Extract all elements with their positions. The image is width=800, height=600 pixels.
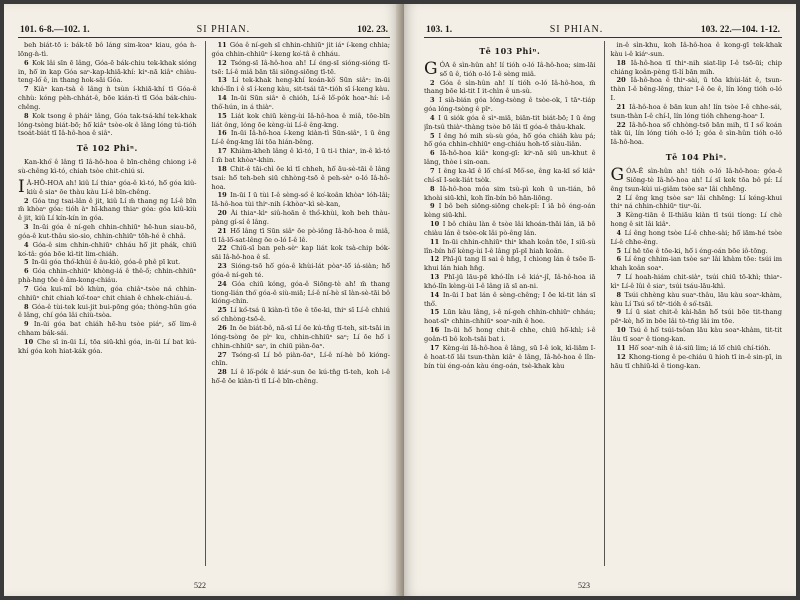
verse xyxy=(212,324,391,351)
verse-text: Lí êng hong tsòe Lí-ê chhe-sài; hō͘ iām-hé tsòe Lí-ê chhe-êng. xyxy=(610,228,782,246)
verse xyxy=(424,132,596,150)
chapter-102-verse-1: I Â-HÔ-HOA ah! kiû Lí thiaⁿ góa-ê kì-tó, hō͘ góa kiû-kiù ê siaⁿ ōe thàu kàu Lí-ê bīn-chêng. xyxy=(18,176,197,197)
verse-number: 2 xyxy=(24,196,29,205)
verse xyxy=(611,41,783,59)
verse xyxy=(212,306,391,324)
verse xyxy=(18,258,197,267)
verse-number: 10 xyxy=(430,220,440,229)
verse-number: 17 xyxy=(217,147,227,156)
verse xyxy=(212,209,391,227)
verse-number: 5 xyxy=(24,258,29,267)
verse-number: 10 xyxy=(24,338,34,346)
verse-number: 4 xyxy=(430,113,435,122)
verse-text: Lí tek-khak heng-khí koán-kò͘ Sūn siâⁿ: in-ūi khó-lîn i ê sī í-keng kàu, sit-tsái tāⁿ-tióh sī í-keng kàu. xyxy=(211,76,390,94)
verse-number: 9 xyxy=(616,308,622,317)
verse-number: 7 xyxy=(24,284,29,293)
verse-text: Lí êng chhim-ian tsòe saⁿ lâi khàm tōe: tsúi im khah koân soaⁿ. xyxy=(610,255,782,273)
verse xyxy=(611,291,783,309)
verse-number: 16 xyxy=(430,326,440,335)
verse-text: Góa ê ní-geh sī chhin-chhiūⁿ jit iáⁿ í-keng chhia; góa chhin-chhiūⁿ í-keng ko͘-tâ ê chháu. xyxy=(211,41,390,58)
verse-text: Lí êng kng tsòe saⁿ lâi chhēng: Lí kéng-khui thiⁿ ná chhin-chhiūⁿ tiuⁿ-ūi. xyxy=(610,193,782,211)
verse-text: Kok lâi sīn ē lâng, Góa-ē bák-chiu tek-khak sióng in, hō͘ in kap Góa saⁿ-kap-khiā-khí: kiⁿ-nā kiâⁿ chiàu-teng-ló͘ ê, in thang hok-sāi Góa. xyxy=(18,58,197,85)
verse-number: 2 xyxy=(430,78,435,87)
verse xyxy=(611,255,783,273)
verse-text: I êng hó mih sù-sù góa, hō͘ góa chiáh kàu pá; hō͘ góa chhin-chhiūⁿ eng-chiáu hoh-tō͘ siàu-liân. xyxy=(424,131,596,149)
verse-number: 6 xyxy=(430,149,435,158)
verse-number: 18 xyxy=(616,58,626,67)
verse xyxy=(212,147,391,165)
verse-text: Kèng-ùi Iâ-hô-hoa ê lâng, sū I-ê iok, kì-liām I-ê hoat-tō͘ lâi tsun-thàn kiâⁿ ê lâng, Iâ-hô-hoa ê lîn-bín tùi éng-oán kàu éng-oán, tsè-khak kàu xyxy=(424,343,596,370)
verse-text: Hō͘ lâng tī Sūn siâⁿ ōe pò-iông Iâ-hô-hoa ê miâ, tī Iâ-lō͘-sat-lêng ōe o-ló I-ê lê. xyxy=(211,226,390,244)
verse xyxy=(212,191,391,209)
verse-number: 8 xyxy=(24,111,29,120)
verse xyxy=(424,220,596,238)
verse xyxy=(611,273,783,291)
verse xyxy=(424,291,596,309)
verse-text: Iâ-hô-hoa kiâⁿ kong-gī: kiⁿ-nā siū un-khut ê lâng, thòe i sin-oan. xyxy=(424,149,596,167)
chapter-heading-103: Tē 103 Phiⁿ. xyxy=(479,46,541,56)
verse-number: 16 xyxy=(217,129,227,138)
verse-number: 27 xyxy=(217,350,227,359)
verse-text: Chiū-sī ban peh-sèⁿ kap liát kok tsà-chip bók-sāi Iâ-hô-hoa ê sî. xyxy=(211,244,390,262)
right-header-left: 103. 1. xyxy=(426,25,453,35)
verse xyxy=(212,351,391,369)
verse-number: 17 xyxy=(430,343,440,352)
right-page xyxy=(400,4,796,596)
verse-number: 3 xyxy=(616,211,622,220)
verse-number: 8 xyxy=(616,290,622,299)
verse xyxy=(611,308,783,326)
verse-number: 23 xyxy=(217,262,227,271)
verse-text: Lí hoah-hiám chit-sia̍ⁿ, tsúi chiū tō-khì; thiaⁿ-kìⁿ Lí-ê lûi ê siaⁿ, tsúi tsáu-lāu-khì. xyxy=(610,273,782,290)
left-page xyxy=(4,4,400,596)
verse-number: 14 xyxy=(217,94,227,103)
verse xyxy=(212,227,391,245)
verse xyxy=(18,223,197,241)
verse-text: Góa chiū kóng, góa-ê Siōng-tè ah! m̄ thang tiong-lián thó͘ góa-ê siù-miā; Lí-ê ní-hè sī làn-sè-tāi bô kióng-chin. xyxy=(211,279,390,306)
verse-text: Khiàm-kheh lâng ê kì-tó, I ū ti-i thiaⁿ, in-ê kì-tó I m̄ bat khòaⁿ-khin. xyxy=(211,147,390,164)
verse-text: In-ūi chhin-chhiūⁿ thiⁿ khah koân tōe, I siū-sù lîn-bín hō͘ kèng-ùi I-ê lâng pī-pī hiah koân. xyxy=(424,237,596,255)
right-column-2 xyxy=(604,41,783,566)
verse-number: 5 xyxy=(430,131,435,140)
verse xyxy=(611,103,783,121)
verse-text: Tsóng-sī Iâ-hô-hoa ah! Lí éng-sī sióng-sióng tī-tsē: Lí-ê miâ bān tāi siōng-siōng tī-tē. xyxy=(211,58,390,76)
dropcap-I: I xyxy=(18,176,25,197)
left-header-right: 102. 23. xyxy=(357,25,388,35)
verse xyxy=(18,41,197,59)
verse-text: Góa-ê tùi-tek kui-jit bui-pōng góa; thòng-hūn góa ê lâng, chí góa lâi chiù-tsòa. xyxy=(18,302,197,320)
verse-number: 22 xyxy=(616,120,626,129)
verse-text: In-ūi Iâ-hô-hoa í-keng kiàn-tì Sūn-siâⁿ, ī ū êng Lí-ê êng-kng lâi tōa hián-bêng. xyxy=(211,129,390,147)
verse xyxy=(424,238,596,256)
verse-text: Liát kok chiū kèng-ùi Iâ-hô-hoa ê miâ, tōe-bīn liát ông, lóng ōe kèng-ùi Lí-ê êng-kng. xyxy=(211,111,390,129)
right-header-title: SI PHIAN. xyxy=(549,24,604,35)
right-header-right: 103. 22.—104. 1-12. xyxy=(700,25,780,35)
verse xyxy=(424,149,596,167)
verse-text: Tsóng-sī Lí bô piàn-ōaⁿ, Lí-ê ní-hè bô kióng-chīn. xyxy=(211,350,390,368)
verse-number: 4 xyxy=(24,240,29,249)
verse-text: In-ūi góa bat chiáh hē-hu tsòe piáⁿ, sō͘ lim-ê chham bák-sái. xyxy=(18,320,197,338)
verse-number: 24 xyxy=(217,279,227,288)
verse xyxy=(18,59,197,86)
verse-number: 3 xyxy=(24,223,29,232)
verse xyxy=(18,197,197,224)
verse xyxy=(424,167,596,185)
verse-text: In-ūi góa thó͘-khùi ê âu-kiò, góa-ê phê pī kut. xyxy=(31,258,181,267)
verse xyxy=(611,326,783,344)
verse-number: 11 xyxy=(217,41,227,49)
verse-text: I ū siók góa ê sìⁿ-miā, biān-tit biát-bō; I ū êng jîn-tsû thiàⁿ-thàng tsòe bō lâi tī góa-ê thâu-khak. xyxy=(424,113,596,131)
verse-number: 15 xyxy=(217,111,227,120)
verse xyxy=(212,129,391,147)
verse-number: 26 xyxy=(217,324,227,332)
verse-number: 2 xyxy=(616,193,622,202)
verse xyxy=(212,59,391,77)
verse-text: Tsúi chhèng kàu suaⁿ-thâu, lāu kàu soaⁿ-khàm, kàu Lí Tsú só͘ tēⁿ-tióh ê só͘-tsāi. xyxy=(610,290,782,308)
verse-text: In ōe biát-bô, nā-sī Lí ōe kú-tn̂g tī-teh, sit-tsāi in lóng-tsòng ōe pìⁿ ku, chhin-chhiūⁿ saⁿ; Lí ōe hō͘ i chhin-chhiūⁿ saⁿ, in chiū piàn-ōaⁿ. xyxy=(211,324,390,350)
verse xyxy=(424,344,596,371)
left-header-title: SI PHIAN. xyxy=(196,24,251,35)
verse xyxy=(611,59,783,77)
verse-number: 11 xyxy=(430,237,440,246)
verse-number: 19 xyxy=(217,191,227,200)
verse-text: In-ūi I ū tùi I-ê sèng-só͘ ê ko͘-koân khòaⁿ lóh-lâi; Iâ-hô-hoa tùi thiⁿ-nih í-khòaⁿ-kì sè-kan, xyxy=(211,191,390,209)
left-page-number: 522 xyxy=(194,581,206,590)
verse-number: 25 xyxy=(217,306,227,315)
verse xyxy=(212,41,391,59)
verse-number: 7 xyxy=(616,273,622,282)
verse-text: Iâ-hô-hoa sō͘ chhòng-tsō bān mih, tī I só͘ koán tàk ūi, lín lóng tióh o-ló I; góa ê sìn-hûn tióh o-ló Iâ-hô-hoa. xyxy=(610,120,782,147)
verse xyxy=(611,353,783,371)
verse xyxy=(212,244,391,262)
verse xyxy=(18,112,197,139)
verse-number: 22 xyxy=(217,244,227,253)
verse xyxy=(212,262,391,280)
verse xyxy=(611,344,783,353)
verse-text: Lí kó͘-tsá ū kiàn-tì tōe ê tōe-ki, thiⁿ sī Lí-ê chhiú só͘ chhòng-tsō-ê. xyxy=(211,306,390,324)
verse-number: 7 xyxy=(430,166,435,175)
verse xyxy=(424,79,596,97)
verse-text: Che sī in-ūi Lí, tōa siū-khì góa, in-ūi Lí bat kú-khí góa koh hiat-kák góa. xyxy=(18,338,197,355)
verse-number: 11 xyxy=(616,343,626,352)
verse-number: 20 xyxy=(616,76,626,85)
verse-text: Iâ-hô-hoa tī thiⁿ-nih siat-lip I-ê tsō-ūi; chip chiáng koân-pèng tī-lí bān mih. xyxy=(610,58,782,76)
verse-text: I bô beh siōng-siōng chek-pī: I iā bô éng-oán kèng siū-khì. xyxy=(424,202,596,220)
verse-text: Lí hē tōe ê tōe-ki, hō͘ i éng-oán bōe iô-tōng. xyxy=(624,246,768,255)
verse-text: Phī-jū lāu-pē khó-lîn i-ê kiáⁿ-jî, Iâ-hô-hoa iā khó-lîn kèng-ùi I-ê lâng iā sī an-ni. xyxy=(424,273,596,290)
verse-text: I sià-bián góa lóng-tsòng ê tsòe-ok, ī tāⁿ-tiáp góa lóng-tsòng ê pīⁿ. xyxy=(424,96,596,114)
verse xyxy=(212,94,391,112)
verse-number: 13 xyxy=(217,76,227,85)
verse xyxy=(212,112,391,130)
verse-number: 6 xyxy=(24,58,29,67)
verse-text: Iâ-hô-hoa ê thiⁿ-sài, ū tōa khùi-lát ê, tsun-thàn I-ê bêng-lêng, thiaⁿ I-ê ōe ê, lín lóng tióh o-ló I. xyxy=(610,76,782,103)
left-running-head xyxy=(18,10,390,38)
verse xyxy=(424,273,596,291)
verse-text: Lūn kàu lâng, i-ê ní-geh chhin-chhiūⁿ chháu; hoat-sīⁿ chhin-chhiūⁿ soaⁿ-nih ê hoe. xyxy=(424,308,596,326)
verse xyxy=(212,280,391,307)
verse-number: 10 xyxy=(616,326,626,335)
verse-number: 8 xyxy=(430,184,435,193)
verse xyxy=(18,338,197,356)
dropcap-G: G xyxy=(424,58,438,79)
verse xyxy=(212,165,391,192)
chapter-103-verse-1: GÓA ê sìn-hûn ah! lí tióh o-ló Iâ-hô-hoa; sim-lāi sō͘ ū ê, tióh o-ló I-ê sèng miâ. xyxy=(424,58,596,79)
verse-text: Phī-jū tang lī sai ê hn̄g, I chiong lán ê tsōe lī-khui lán hiah hn̄g. xyxy=(424,255,596,273)
verse xyxy=(611,194,783,212)
verse xyxy=(424,255,596,273)
verse-number: 12 xyxy=(616,352,626,361)
chapter-102-intro: Kan-khó͘ ê lâng tī Iâ-hô-hoa ê bīn-chêng chiong i-ê sù-chêng kì-tó, chiah tsòe chit-chiú si. xyxy=(18,158,197,175)
verse xyxy=(611,76,783,103)
verse-number: 13 xyxy=(430,273,440,282)
verse-number: 4 xyxy=(616,228,622,237)
verse xyxy=(611,211,783,229)
verse-text: In-ūi I bat lán ê sèng-chêng; I ōe kì-tit lán sī thô͘. xyxy=(424,290,596,308)
verse-text: Lí ū siat chit-ê kài-hān hō͘ tsúi bōe tit-thang pēⁿ-kè, hō͘ in bōe lâi tò-tńg lâi im tōe. xyxy=(610,308,782,326)
verse-text: Khong-tiong ê pe-chiáu ū hioh tī in-ê sin-pī, in hāu tī chhiū-kì ê tiong-kan. xyxy=(610,352,782,370)
verse-text: in-ê sìn-khu, koh Iâ-hô-hoa ê kong-gī tek-khak kàu i-ê kiáⁿ-sun. xyxy=(610,41,782,58)
chapter-104-verse-1: GÓA-Ê sìn-hûn ah! tióh o-ló Iâ-hô-hoa: góa-ê Siōng-tè Iâ-hô-hoa ah! Lí sī kek tōa bô pí: Lí êng tsun-kùi ui-giâm tsòe saⁿ lâi chhēng. xyxy=(610,164,782,193)
verse xyxy=(18,267,197,285)
verse-number: 21 xyxy=(616,102,626,111)
verse xyxy=(424,326,596,344)
verse-number: 14 xyxy=(430,290,440,299)
verse-text: Góa ê sìn-hûn ah! lí tióh o-ló Iâ-hô-hoa, m̄ thang bōe kì-tit I it-chìn ê un-sù. xyxy=(424,78,596,96)
right-page-number: 523 xyxy=(578,581,590,590)
verse-text: In-ūi hō͘ hong chit-ē chhe, chiū hō͘-khì; i-ê goân-tī bô koh-tsāi bat i. xyxy=(424,326,596,343)
verse-number: 18 xyxy=(217,164,227,173)
verse-text: Kiàⁿ kan-tsà ê lâng ǹ tsùn í-khiā-khí tī Góa-ê chhù: kóng pèh-chhát-ê, bōe kián-tì tī Góa bák-chiu-chêng. xyxy=(18,85,197,111)
verse xyxy=(18,85,197,112)
verse-number: 12 xyxy=(217,58,227,67)
verse xyxy=(212,368,391,386)
verse-text: Iâ-hô-hoa ê bān kun ah! lín tsòe I-ê chhe-sái, tsun-thàn I-ê chí-l, lín lóng tióh chheng-hoaⁿ I. xyxy=(610,102,782,120)
verse-number: 5 xyxy=(616,246,622,255)
verse-text: Chit-ê tāi-chì ōe kì tī chheh, hō͘ āu-sè-tāi ê lâng tsai: hō͘ teh-beh siū chhòng-tsō ê peh-sèⁿ o-ló Iâ-hô-hoa. xyxy=(211,164,390,191)
verse xyxy=(212,76,391,94)
verse-text: beh biát-tō i: bák-tē bô láng sim-koaⁿ kiau, góa ǹ-lōng-ǹ-tì. xyxy=(18,41,197,58)
verse-number: 9 xyxy=(430,202,435,211)
book-spread xyxy=(4,4,796,596)
verse-number: 20 xyxy=(217,209,227,218)
book-gutter xyxy=(396,4,404,596)
verse xyxy=(611,121,783,148)
verse xyxy=(18,241,197,259)
verse-text: Tsú ê hō͘ tsúi-tsôan lāu kàu soaⁿ-khàm, tit-tit lâu tī soaⁿ ê tiong-kan. xyxy=(610,326,782,343)
verse xyxy=(611,229,783,247)
verse-text: Ài thiaⁿ-kìⁿ siû-hoān ê thó͘-khùi, koh beh thàu-pàng gí-sí ê lâng. xyxy=(211,209,390,226)
verse-text: Kèng-tiān ê lī-thiāu kiàn tī tsúi tíong: Lí chè hong ê sit lâi kiâⁿ. xyxy=(610,211,782,229)
verse-number: 3 xyxy=(430,96,435,105)
verse xyxy=(424,185,596,203)
verse-number: 8 xyxy=(24,302,29,311)
right-column-1 xyxy=(424,41,596,566)
verse xyxy=(18,320,197,338)
verse-number: 12 xyxy=(430,255,440,264)
chapter-heading-102: Tē 102 Phiⁿ. xyxy=(76,143,138,154)
verse-text: Kok tsong ê pháiⁿ lâng, Góa tak-tsá-khí tek-khak lóng-tsòng biát-bō; hō͘ kiâⁿ tsòe-ok ê lâng lóng tú-tióh tsoát-biát tī Iâ-hô-hoa ê siâⁿ. xyxy=(18,111,197,138)
verse xyxy=(424,96,596,114)
verse-text: Hō͘ soaⁿ-nih ê iá-siū lim; iá lō͘ chiū chí-tióh. xyxy=(628,343,771,352)
chapter-heading-104: Tē 104 Phiⁿ. xyxy=(665,152,727,163)
verse-number: 21 xyxy=(217,226,227,235)
verse-number: 9 xyxy=(24,320,29,329)
verse-text: Góa kui-mî bô khùn, góa chiâⁿ-tsòe ná chhin-chhiūⁿ chit chiah kó͘-toaⁿ chit chiah ê chhek-chiáu-á. xyxy=(18,284,197,302)
verse-text: Lí ê lô͘-pók ê kiáⁿ-sun ōe kú-tn̂g tī-teh, koh i-ê hō͘-ē ōe kiàn-tì tī Lí-ê bīn-chêng. xyxy=(211,368,390,386)
verse-text: I bô chiàu làn ê tsòe lâi khoán-thāi lán, iā bô chiàu lán ê tsòe-ok lâi pò-êng lán. xyxy=(424,220,596,237)
verse-number: 15 xyxy=(430,308,440,317)
verse-text: Iâ-hô-hoa móa sim tsù-pì koh ū un-tián, bô khoài siū-khì, koh lîn-bín bô hān-liōng. xyxy=(424,184,596,202)
verse-number: 6 xyxy=(24,267,29,276)
verse-text: Góa chhin-chhiūⁿ khòng-iá ê thê-ô͘; chhin-chhiūⁿ phà-hng tōe ê âm-kong-chiáu. xyxy=(18,267,197,285)
left-header-left: 101. 6-8.—102. 1. xyxy=(20,25,90,35)
verse-text: In-ūi góa ê ní-geh chhin-chhiūⁿ hē-hun siau-bō, góa-ê kut-thâu sio-sio, chhin-chhiūⁿ tōh-hé ê chhâ. xyxy=(18,223,197,240)
verse xyxy=(18,303,197,321)
verse xyxy=(424,308,596,326)
verse-text: Sióng-tsō hō͘ góa-ê khùi-lát pòaⁿ-lō͘ iá-siàn; hō͘ góa-ê ní-geh té. xyxy=(211,262,390,279)
left-column-1 xyxy=(18,41,197,566)
left-column-2 xyxy=(205,41,391,566)
dropcap-G2: G xyxy=(610,164,625,185)
verse-number: 7 xyxy=(24,85,29,94)
verse-number: 6 xyxy=(616,255,622,264)
verse-text: Góa-ê sim chhin-chhiūⁿ chháu hō͘ jit phák, chiū ko͘-tâ: góa bōe kì-tit lim-chiáh. xyxy=(18,240,197,258)
verse xyxy=(18,285,197,303)
right-running-head xyxy=(424,10,782,38)
verse xyxy=(424,202,596,220)
verse-number: 28 xyxy=(217,368,227,377)
verse xyxy=(424,114,596,132)
verse-text: I êng ka-kī ê lō͘ chí-sī Mô͘-se, êng ka-kī só͘ kiâⁿ chí-sī I-sek-liát tsòk. xyxy=(424,166,596,184)
verse-text: In-ūi Sūn siâⁿ ê chióh, Lí-ê lô͘-pók hoaⁿ-hí: i-ê thô͘-hún, in á thiàⁿ. xyxy=(211,94,390,111)
verse-text: Góa tng tsai-lân ê jit, kiû Lí m̄ thang ng Lí-ê bīn m̄ khòaⁿ góa: tióh àⁿ hī-khang thiaⁿ góa: góa kiû-kiù ê jit, kiû Lí kín-kín in góa. xyxy=(18,196,197,223)
